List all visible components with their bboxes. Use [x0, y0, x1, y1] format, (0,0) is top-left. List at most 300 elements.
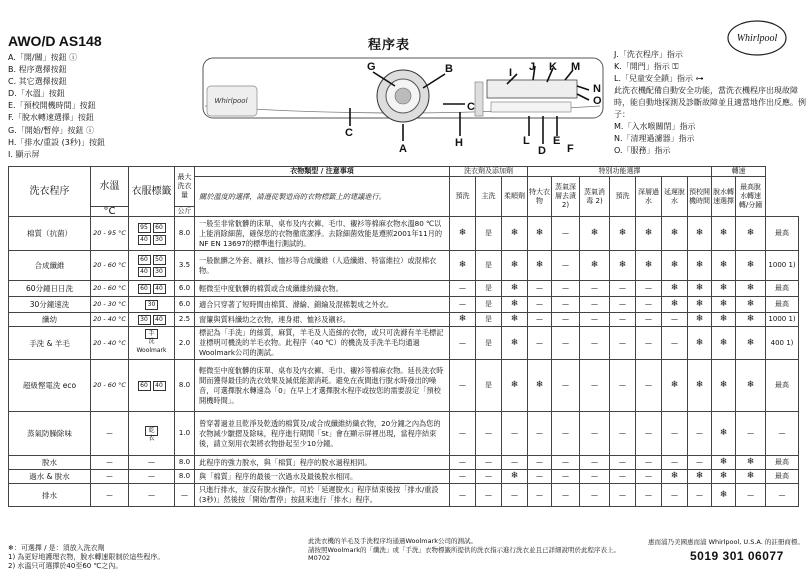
option-cell: 1000 1)	[766, 251, 799, 281]
care-symbols: —	[129, 456, 175, 470]
woolmark-line-2: 請按照Woolmark的「纖洗」或「手洗」衣物標籤所提供的洗衣指示進行洗衣並且已詳細說明於此程序表上。	[308, 545, 621, 554]
option-cell: ❄	[502, 251, 528, 281]
indicator-k: K.「開門」指示 ⚿	[614, 62, 679, 71]
option-cell: —	[528, 313, 552, 327]
indicator-list	[614, 49, 806, 157]
program-load: —	[175, 484, 195, 507]
option-cell: —	[636, 360, 662, 412]
option-cell: ❄	[450, 251, 476, 281]
program-description: 與「棉質」程序的最後一次過水及最後脫水相同。	[195, 470, 450, 484]
option-cell: ❄	[736, 360, 766, 412]
option-cell: ❄	[610, 217, 636, 251]
option-cell: —	[636, 327, 662, 360]
table-row	[9, 484, 799, 507]
option-cell: 是	[476, 360, 502, 412]
option-cell: ❄	[636, 251, 662, 281]
option-cell: —	[610, 470, 636, 484]
footnote-2: 2) 水溫只可選擇於40至60 ℃之內。	[8, 562, 123, 570]
option-cell: ❄	[712, 313, 736, 327]
program-description: 標記為「手洗」的絲質，麻質，羊毛及人造絲的衣物，或只可洗滌有羊毛標記並標明可機洗的羊毛衣物。此程序（40 ℃）的機洗及手洗羊毛均通過Woolmark公司的測試。	[195, 327, 450, 360]
program-temp: —	[91, 484, 129, 507]
program-temp: 20 - 60 °C	[91, 360, 129, 412]
option-cell: —	[450, 327, 476, 360]
option-cell: ❄	[502, 327, 528, 360]
label-b: B	[445, 63, 453, 75]
footnote-0: ❄：可選擇 / 是：須放入洗衣劑	[8, 544, 105, 552]
label-l: L	[523, 135, 530, 147]
program-name: 排水	[9, 484, 91, 507]
program-name: 纖幼	[9, 313, 91, 327]
hdr-temp-unit: °C	[91, 207, 129, 217]
option-cell: —	[552, 412, 580, 456]
table-row	[9, 281, 799, 297]
option-cell: —	[552, 484, 580, 507]
option-cell: —	[580, 360, 610, 412]
option-cell: —	[450, 412, 476, 456]
hdr-sp-3: 預洗	[610, 177, 636, 217]
option-cell: 最高	[766, 470, 799, 484]
option-cell: —	[610, 484, 636, 507]
trademark-note: 惠而浦乃美國惠而浦 Whirlpool, U.S.A. 的註冊商標。	[648, 538, 804, 546]
care-symbols	[129, 313, 175, 327]
option-cell: ❄	[688, 313, 712, 327]
option-cell: —	[636, 281, 662, 297]
option-cell: —	[766, 412, 799, 456]
option-cell: ❄	[662, 297, 688, 313]
option-cell: 是	[476, 251, 502, 281]
option-cell: —	[610, 412, 636, 456]
option-cell: 最高	[766, 297, 799, 313]
option-cell: —	[636, 412, 662, 456]
option-cell: ❄	[736, 327, 766, 360]
program-temp: —	[91, 412, 129, 456]
care-symbol: 乾衣	[145, 426, 158, 436]
page-title: 程序表	[368, 38, 411, 53]
safety-paragraph: 此洗衣機配備自動安全功能，當洗衣機程序出現故障時，能自動地探測及診斷故障並且適當地作出反應。例子：	[614, 86, 806, 119]
program-name: 過水 & 脫水	[9, 470, 91, 484]
option-cell: —	[552, 470, 580, 484]
document-code: 5019 301 06077	[690, 549, 784, 563]
option-cell: ❄	[736, 456, 766, 470]
program-temp: 20 - 60 °C	[91, 281, 129, 297]
option-cell: ❄	[662, 281, 688, 297]
option-cell: ❄	[712, 297, 736, 313]
program-description: 一般骯髒之外套、襯衫、恤衫等合成纖維（人造纖維、特富維拉）或混棉衣物。	[195, 251, 450, 281]
program-description: 曾穿著過並且乾淨及乾透的棉質及/或合成纖維紡織衣物，20分鐘之內為您的衣物減少皺摺及除味，程序進行期間「St」會在顯示屏裡出現，當程序結束後，請立刻用衣架將衣物掛起至少10分鐘。	[195, 412, 450, 456]
option-cell: —	[502, 456, 528, 470]
option-cell: —	[552, 360, 580, 412]
control-g: G.「開始/暫停」按鈕 ⓘ	[8, 125, 94, 135]
care-symbols	[129, 412, 175, 456]
hdr-fabric: 衣物類型 / 注意事項	[195, 167, 450, 177]
option-cell: ❄	[528, 360, 552, 412]
option-cell: —	[476, 412, 502, 456]
label-c: C	[345, 127, 353, 139]
indicator-o: O.「服務」指示	[614, 146, 671, 155]
indicator-m: M.「入水喉關閉」指示	[614, 122, 696, 131]
program-load: 1.0	[175, 412, 195, 456]
control-e: E.「預校開機時間」按鈕	[8, 101, 96, 111]
care-symbols	[129, 360, 175, 412]
program-temp: 20 - 95 °C	[91, 217, 129, 251]
option-cell: 是	[476, 281, 502, 297]
option-cell: 400 1)	[766, 327, 799, 360]
program-name: 60分鐘日日洗	[9, 281, 91, 297]
option-cell: 最高	[766, 217, 799, 251]
option-cell: —	[610, 313, 636, 327]
option-cell: —	[450, 297, 476, 313]
care-symbols	[129, 251, 175, 281]
care-symbols	[129, 217, 175, 251]
option-cell: ❄	[662, 470, 688, 484]
program-name: 30分鐘速洗	[9, 297, 91, 313]
program-temp: —	[91, 470, 129, 484]
option-cell: —	[552, 217, 580, 251]
label-e: E	[553, 135, 561, 147]
label-k: K	[549, 61, 557, 73]
option-cell: —	[552, 313, 580, 327]
option-cell: ❄	[688, 327, 712, 360]
option-cell: ❄	[688, 251, 712, 281]
label-j: J	[529, 61, 536, 73]
label-o: O	[593, 95, 602, 107]
option-cell: —	[552, 456, 580, 470]
footnote-1: 1) 為更好地護理衣物，脫水轉速限制於這些程序。	[8, 553, 165, 561]
indicator-l: L.「兒童安全鎖」指示 ⊶	[614, 74, 704, 83]
hdr-speed: 轉速	[712, 167, 766, 177]
option-cell: —	[580, 313, 610, 327]
woolmark-line-1: 此洗衣機的羊毛及手洗程序均通過Woolmark公司的測試。	[308, 537, 478, 545]
program-name: 脫水	[9, 456, 91, 470]
label-a: A	[399, 143, 407, 155]
option-cell: —	[528, 412, 552, 456]
control-f: F.「脫水轉速選擇」按鈕	[8, 113, 94, 123]
care-symbol: 30	[153, 235, 166, 245]
program-load: 6.0	[175, 297, 195, 313]
option-cell: ❄	[736, 217, 766, 251]
option-cell: ❄	[636, 217, 662, 251]
program-temp: 20 - 40 °C	[91, 327, 129, 360]
option-cell: —	[662, 412, 688, 456]
hdr-det-0: 預洗	[450, 177, 476, 217]
table-row	[9, 412, 799, 456]
option-cell: —	[662, 456, 688, 470]
hdr-sp-4: 深層過水	[636, 177, 662, 217]
option-cell: ❄	[736, 313, 766, 327]
option-cell: —	[636, 484, 662, 507]
svg-text:Whirlpool: Whirlpool	[214, 97, 248, 105]
care-symbol: 40	[153, 315, 166, 325]
hdr-det-1: 主洗	[476, 177, 502, 217]
hdr-kg: 公斤	[175, 207, 195, 217]
option-cell: —	[688, 484, 712, 507]
hdr-speed-1: 最高脫水轉速轉/分鐘	[736, 177, 766, 217]
program-name: 手洗 & 羊毛	[9, 327, 91, 360]
model-name: AWO/D AS148	[8, 33, 102, 49]
woolmark-note	[308, 537, 620, 563]
program-load: 8.0	[175, 456, 195, 470]
program-load: 8.0	[175, 217, 195, 251]
option-cell: —	[450, 281, 476, 297]
option-cell: —	[552, 251, 580, 281]
logo-text: Whirlpool	[736, 33, 778, 44]
option-cell: —	[580, 412, 610, 456]
label-m: M	[571, 61, 581, 73]
option-cell: —	[610, 297, 636, 313]
option-cell: —	[580, 456, 610, 470]
care-symbols	[129, 297, 175, 313]
table-row	[9, 251, 799, 281]
control-d: D.「水溫」按鈕	[8, 89, 65, 99]
option-cell: ❄	[712, 251, 736, 281]
care-symbols	[129, 281, 175, 297]
option-cell: ❄	[502, 281, 528, 297]
option-cell: ❄	[688, 281, 712, 297]
hdr-sp-1: 蒸氣深層去漬 2)	[552, 177, 580, 217]
label-n: N	[593, 83, 601, 95]
control-list	[8, 52, 105, 161]
option-cell: —	[528, 470, 552, 484]
option-cell: —	[688, 412, 712, 456]
option-cell: —	[610, 456, 636, 470]
control-a: A.「開/關」按鈕 ⓘ	[8, 53, 78, 62]
label-d: D	[538, 145, 546, 157]
option-cell: ❄	[450, 217, 476, 251]
option-cell: 1000 1)	[766, 313, 799, 327]
footnotes	[8, 544, 164, 571]
program-temp: 20 - 30 °C	[91, 297, 129, 313]
option-cell: —	[580, 327, 610, 360]
program-name: 蒸氣防臊除味	[9, 412, 91, 456]
option-cell: ❄	[712, 327, 736, 360]
care-symbols	[129, 327, 175, 360]
label-g: G	[367, 61, 376, 73]
hdr-sp-6: 預校開機時間	[688, 177, 712, 217]
option-cell: —	[552, 297, 580, 313]
option-cell: ❄	[712, 470, 736, 484]
program-load: 3.5	[175, 251, 195, 281]
care-symbol: 95	[138, 223, 151, 233]
control-i: I. 顯示屏	[8, 149, 40, 159]
option-cell: —	[662, 313, 688, 327]
doc-code-small: M0702	[308, 554, 331, 562]
option-cell: ❄	[450, 313, 476, 327]
program-description: 輕微至中度骯髒的棉質或合成纖維紡織衣物。	[195, 281, 450, 297]
care-symbol: 40	[138, 235, 151, 245]
hdr-special: 特別功能選擇	[528, 167, 712, 177]
hdr-detergent: 洗衣劑及添加劑	[450, 167, 528, 177]
option-cell: 最高	[766, 281, 799, 297]
care-symbol: Woolmark	[136, 347, 167, 354]
option-cell: —	[662, 484, 688, 507]
option-cell: —	[450, 484, 476, 507]
option-cell: ❄	[736, 251, 766, 281]
label-i: I	[509, 67, 513, 79]
option-cell: ❄	[502, 217, 528, 251]
option-cell: —	[528, 281, 552, 297]
option-cell: 是	[476, 313, 502, 327]
label-f: F	[567, 143, 574, 155]
option-cell: —	[766, 484, 799, 507]
option-cell: ❄	[502, 313, 528, 327]
program-description: 輕微至中度骯髒的床單、桌布及内衣褲、毛巾、襯衫等棉麻衣物。延長洗衣時間而獲得最佳的洗衣效果及減低能源消耗。避免在夜間進行脫水時發出的噪音，可選擇脫水轉速為「0」在早上才選擇脫水程序或按您的需要設定「預校開機時間」。	[195, 360, 450, 412]
table-row	[9, 456, 799, 470]
table-row	[9, 313, 799, 327]
option-cell: ❄	[502, 360, 528, 412]
option-cell: —	[736, 412, 766, 456]
option-cell: —	[580, 470, 610, 484]
hdr-det-2: 柔順劑	[502, 177, 528, 217]
option-cell: —	[450, 470, 476, 484]
option-cell: ❄	[712, 412, 736, 456]
option-cell: ❄	[688, 470, 712, 484]
hdr-sp-0: 特大衣物	[528, 177, 552, 217]
option-cell: —	[450, 456, 476, 470]
program-description: 窗簾與質料纖幼之衣物，連身裙、恤衫及襯衫。	[195, 313, 450, 327]
program-load: 8.0	[175, 360, 195, 412]
option-cell: —	[636, 456, 662, 470]
hdr-sp-2: 蒸氣消毒 2)	[580, 177, 610, 217]
svg-text:C: C	[467, 101, 475, 113]
option-cell: ❄	[610, 251, 636, 281]
care-symbol: 40	[153, 381, 166, 391]
care-symbol: 60	[138, 284, 151, 294]
program-description: 此程序的強力脫水，與「棉質」程序的脫水過程相同。	[195, 456, 450, 470]
program-name: 合成纖維	[9, 251, 91, 281]
care-symbol: 50	[153, 255, 166, 265]
care-symbol: 30	[145, 300, 158, 310]
option-cell: —	[636, 470, 662, 484]
program-load: 2.0	[175, 327, 195, 360]
option-cell: ❄	[736, 297, 766, 313]
control-c: C. 其它選擇按鈕	[8, 77, 67, 87]
option-cell: ❄	[688, 360, 712, 412]
option-cell: —	[528, 297, 552, 313]
option-cell: —	[528, 484, 552, 507]
care-symbol: 30	[138, 315, 151, 325]
care-symbols: —	[129, 484, 175, 507]
option-cell: ❄	[580, 251, 610, 281]
option-cell: —	[636, 297, 662, 313]
care-symbol: 40	[138, 267, 151, 277]
table-row	[9, 217, 799, 251]
option-cell: ❄	[662, 360, 688, 412]
option-cell: 是	[476, 327, 502, 360]
option-cell: —	[528, 456, 552, 470]
program-load: 8.0	[175, 470, 195, 484]
program-description: 一般至非常骯髒的床單、桌布及内衣褲、毛巾、襯衫等棉麻衣物水溫80 ℃以上能消除細菌，確保您的衣物徹底潔淨。去除細菌效能是遵照2001年11月的NF EN 13697的標準進行測試的。	[195, 217, 450, 251]
option-cell: ❄	[662, 217, 688, 251]
option-cell: —	[736, 484, 766, 507]
option-cell: —	[502, 412, 528, 456]
program-load: 2.5	[175, 313, 195, 327]
option-cell: —	[552, 327, 580, 360]
option-cell: ❄	[662, 251, 688, 281]
care-symbol: 手洗	[145, 329, 158, 339]
program-table	[8, 166, 799, 507]
option-cell: —	[636, 313, 662, 327]
control-h: H.「排水/重設 (3秒)」按鈕	[8, 137, 105, 147]
hdr-sp-5: 延遲脫水	[662, 177, 688, 217]
care-symbol: 60	[138, 381, 151, 391]
option-cell: ❄	[528, 217, 552, 251]
option-cell: —	[476, 484, 502, 507]
option-cell: —	[662, 327, 688, 360]
option-cell: —	[528, 327, 552, 360]
option-cell: 是	[476, 217, 502, 251]
option-cell: —	[610, 281, 636, 297]
option-cell: —	[580, 484, 610, 507]
hdr-speed-0: 脫水轉速選擇	[712, 177, 736, 217]
hdr-temp: 水溫	[91, 167, 129, 207]
option-cell: ❄	[712, 456, 736, 470]
option-cell: —	[580, 281, 610, 297]
hdr-fabric-note: 關於溫度的選擇，請遵從製造商的衣物標籤上的建議進行。	[195, 177, 450, 217]
option-cell: —	[610, 327, 636, 360]
care-symbol: 60	[138, 255, 151, 265]
option-cell: ❄	[712, 217, 736, 251]
option-cell: ❄	[688, 217, 712, 251]
hdr-max-load: 最大洗衣量	[175, 167, 195, 207]
option-cell: ❄	[502, 297, 528, 313]
hdr-care: 衣服標籤	[129, 167, 175, 217]
option-cell: —	[450, 360, 476, 412]
control-panel-diagram	[195, 56, 615, 166]
program-temp: 20 - 60 °C	[91, 251, 129, 281]
program-temp: 20 - 40 °C	[91, 313, 129, 327]
care-symbols: —	[129, 470, 175, 484]
care-symbol: 30	[153, 267, 166, 277]
table-row	[9, 327, 799, 360]
option-cell: —	[688, 456, 712, 470]
program-temp: —	[91, 456, 129, 470]
option-cell: —	[476, 470, 502, 484]
option-cell: ❄	[712, 360, 736, 412]
control-b: B. 程序選擇按鈕	[8, 65, 67, 75]
table-row	[9, 297, 799, 313]
care-symbol: 40	[153, 284, 166, 294]
option-cell: 是	[476, 297, 502, 313]
program-name: 超級慳電洗 eco	[9, 360, 91, 412]
indicator-j: J.「洗衣程序」指示	[614, 50, 683, 59]
option-cell: —	[580, 297, 610, 313]
option-cell: —	[552, 281, 580, 297]
table-row	[9, 470, 799, 484]
program-name: 棉質（抗菌）	[9, 217, 91, 251]
program-load: 6.0	[175, 281, 195, 297]
option-cell: ❄	[736, 470, 766, 484]
option-cell: ❄	[712, 281, 736, 297]
option-cell: ❄	[502, 470, 528, 484]
option-cell: ❄	[580, 217, 610, 251]
program-description: 適合只穿著了短時間由棉質、滌綸、錦綸及混棉製成之外衣。	[195, 297, 450, 313]
option-cell: 最高	[766, 456, 799, 470]
option-cell: —	[610, 360, 636, 412]
option-cell: ❄	[688, 297, 712, 313]
option-cell: 最高	[766, 360, 799, 412]
hdr-program: 洗衣程序	[9, 167, 91, 217]
option-cell: ❄	[528, 251, 552, 281]
option-cell: ❄	[736, 281, 766, 297]
program-description: 只進行排水，並沒有脫水操作。可於「延遲脫水」程序結束後按「排水/重設(3秒)」然後按「開始/暫停」按鈕來進行「排水」程序。	[195, 484, 450, 507]
table-row	[9, 360, 799, 412]
label-h: H	[455, 137, 463, 149]
option-cell: ❄	[712, 484, 736, 507]
option-cell: —	[502, 484, 528, 507]
indicator-n: N.「清理過濾器」指示	[614, 134, 695, 143]
care-symbol: 60	[153, 223, 166, 233]
option-cell: —	[476, 456, 502, 470]
